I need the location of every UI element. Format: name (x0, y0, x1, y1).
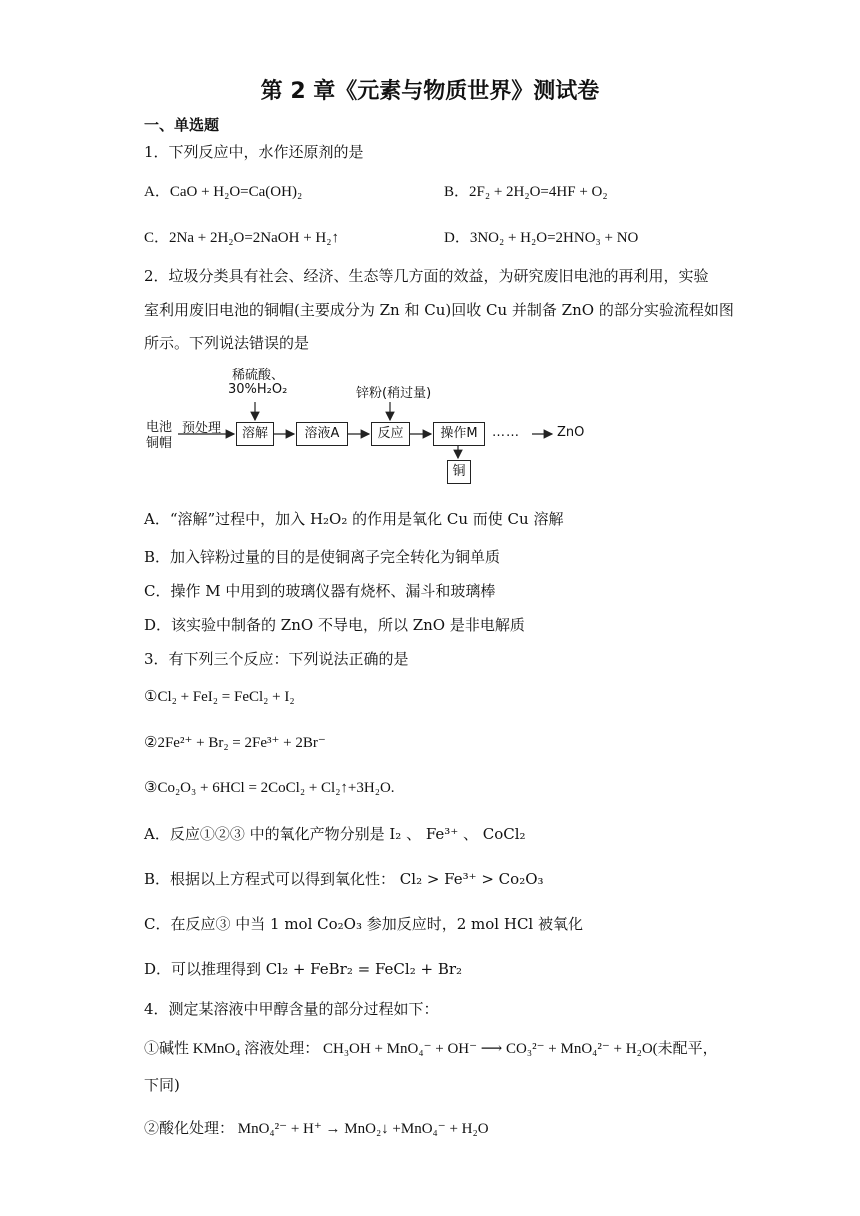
start-label-line1: 电池 (146, 420, 173, 435)
q2-stem-line2: 室利用废旧电池的铜帽(主要成分为 Zn 和 Cu)回收 Cu 并制备 ZnO 的部分实验流程如图 (144, 301, 734, 319)
q3-reaction-1: ①Cl₂ + FeI₂ = FeCl₂ + I₂ (144, 689, 295, 705)
operation-m-box: 操作M (433, 422, 485, 446)
q4-step2: ②酸化处理： MnO₄²⁻ + H⁺ → MnO₂↓ +MnO₄⁻ + H₂O (144, 1121, 489, 1137)
process-flow-diagram (144, 362, 604, 490)
document-title: 第 2 章《元素与物质世界》测试卷 (260, 79, 600, 104)
q1-option-c: C．2Na + 2H₂O=2NaOH + H₂↑ (144, 230, 339, 246)
reagent1-line1: 稀硫酸、 (232, 368, 285, 383)
q2-stem-line3: 所示。下列说法错误的是 (144, 334, 310, 352)
q1-option-d: D．3NO₂ + H₂O=2HNO₃ + NO (444, 230, 639, 246)
q3-reaction-2: ②2Fe²⁺ + Br₂ = 2Fe³⁺ + 2Br⁻ (144, 735, 326, 751)
pretreat-label: 预处理 (182, 421, 222, 436)
q2-option-a: A．“溶解”过程中，加入 H₂O₂ 的作用是氧化 Cu 而使 Cu 溶解 (144, 510, 564, 528)
q1-option-b: B．2F₂ + 2H₂O=4HF + O₂ (444, 184, 608, 200)
q3-option-a: A．反应①②③ 中的氧化产物分别是 I₂ 、 Fe³⁺ 、 CoCl₂ (144, 825, 526, 843)
q1-stem: 1．下列反应中，水作还原剂的是 (144, 143, 364, 161)
q1-option-a: A．CaO + H₂O=Ca(OH)₂ (144, 184, 303, 200)
reaction-box: 反应 (371, 422, 410, 446)
q3-option-c: C．在反应③ 中当 1 mol Co₂O₃ 参加反应时，2 mol HCl 被氧化 (144, 915, 584, 933)
flow-ellipsis: …… (492, 425, 520, 440)
copper-box: 铜 (447, 460, 471, 484)
reagent1-line2: 30%H₂O₂ (228, 382, 288, 397)
q4-step1-line1: ①碱性 KMnO₄ 溶液处理： CH₃OH + MnO₄⁻ + OH⁻ ⟶ CO₃²⁻ + MnO₄²⁻ + H₂O(未配平， (144, 1041, 718, 1057)
q3-reaction-3: ③Co₂O₃ + 6HCl = 2CoCl₂ + Cl₂↑+3H₂O. (144, 780, 395, 796)
q2-option-c: C．操作 M 中用到的玻璃仪器有烧杯、漏斗和玻璃棒 (144, 582, 496, 600)
q3-option-d: D．可以推理得到 Cl₂ + FeBr₂ = FeCl₂ + Br₂ (144, 960, 463, 978)
section-heading: 一、单选题 (144, 116, 220, 134)
q3-stem: 3．有下列三个反应：下列说法正确的是 (144, 650, 409, 668)
product-label: ZnO (557, 425, 585, 440)
start-label-line2: 铜帽 (146, 436, 173, 451)
solution-a-box: 溶液A (296, 422, 348, 446)
q2-stem-line1: 2．垃圾分类具有社会、经济、生态等几方面的效益，为研究废旧电池的再利用，实验 (144, 267, 709, 285)
q4-stem: 4．测定某溶液中甲醇含量的部分过程如下： (144, 1000, 439, 1018)
q2-option-d: D．该实验中制备的 ZnO 不导电，所以 ZnO 是非电解质 (144, 616, 525, 634)
q4-step1-line2: 下同) (144, 1076, 180, 1094)
dissolve-box: 溶解 (236, 422, 274, 446)
q2-option-b: B．加入锌粉过量的目的是使铜离子完全转化为铜单质 (144, 548, 501, 566)
reagent2-label: 锌粉(稍过量) (356, 386, 432, 401)
q3-option-b: B．根据以上方程式可以得到氧化性： Cl₂ > Fe³⁺ > Co₂O₃ (144, 870, 544, 888)
